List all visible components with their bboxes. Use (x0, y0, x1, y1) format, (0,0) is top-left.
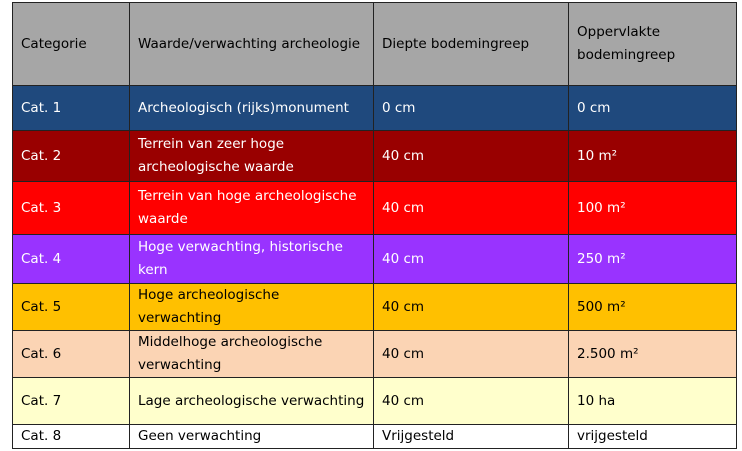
cell-oppervlakte: 250 m² (569, 235, 737, 284)
cell-categorie: Cat. 6 (13, 331, 130, 378)
cell-oppervlakte: vrijgesteld (569, 425, 737, 449)
cell-waarde: Hoge verwachting, historische kern (130, 235, 374, 284)
cell-waarde: Hoge archeologische verwachting (130, 284, 374, 331)
table-row (13, 235, 737, 284)
cell-diepte: 40 cm (374, 378, 569, 425)
cell-oppervlakte: 10 ha (569, 378, 737, 425)
table-row (13, 331, 737, 378)
cell-waarde: Terrein van hoge archeologische waarde (130, 182, 374, 235)
cell-oppervlakte: 10 m² (569, 131, 737, 182)
cell-diepte: 0 cm (374, 86, 569, 131)
header-oppervlakte: Oppervlakte bodemingreep (569, 3, 737, 86)
table-row (13, 86, 737, 131)
cell-categorie: Cat. 4 (13, 235, 130, 284)
archeology-category-table (12, 2, 737, 449)
cell-categorie: Cat. 3 (13, 182, 130, 235)
cell-categorie: Cat. 8 (13, 425, 130, 449)
cell-waarde: Geen verwachting (130, 425, 374, 449)
cell-waarde: Lage archeologische verwachting (130, 378, 374, 425)
table-row (13, 425, 737, 449)
cell-waarde: Terrein van zeer hoge archeologische waarde (130, 131, 374, 182)
table-header-row (13, 3, 737, 86)
cell-categorie: Cat. 7 (13, 378, 130, 425)
cell-diepte: 40 cm (374, 131, 569, 182)
cell-waarde: Archeologisch (rijks)monument (130, 86, 374, 131)
cell-diepte: Vrijgesteld (374, 425, 569, 449)
cell-diepte: 40 cm (374, 235, 569, 284)
table-row (13, 378, 737, 425)
cell-waarde: Middelhoge archeologische verwachting (130, 331, 374, 378)
header-categorie: Categorie (13, 3, 130, 86)
cell-categorie: Cat. 2 (13, 131, 130, 182)
cell-diepte: 40 cm (374, 331, 569, 378)
cell-oppervlakte: 2.500 m² (569, 331, 737, 378)
cell-diepte: 40 cm (374, 284, 569, 331)
header-diepte: Diepte bodemingreep (374, 3, 569, 86)
table-row (13, 284, 737, 331)
table-row (13, 182, 737, 235)
table-row (13, 131, 737, 182)
cell-oppervlakte: 500 m² (569, 284, 737, 331)
cell-categorie: Cat. 1 (13, 86, 130, 131)
header-waarde-verwachting: Waarde/verwachting archeologie (130, 3, 374, 86)
cell-oppervlakte: 100 m² (569, 182, 737, 235)
cell-categorie: Cat. 5 (13, 284, 130, 331)
cell-oppervlakte: 0 cm (569, 86, 737, 131)
cell-diepte: 40 cm (374, 182, 569, 235)
